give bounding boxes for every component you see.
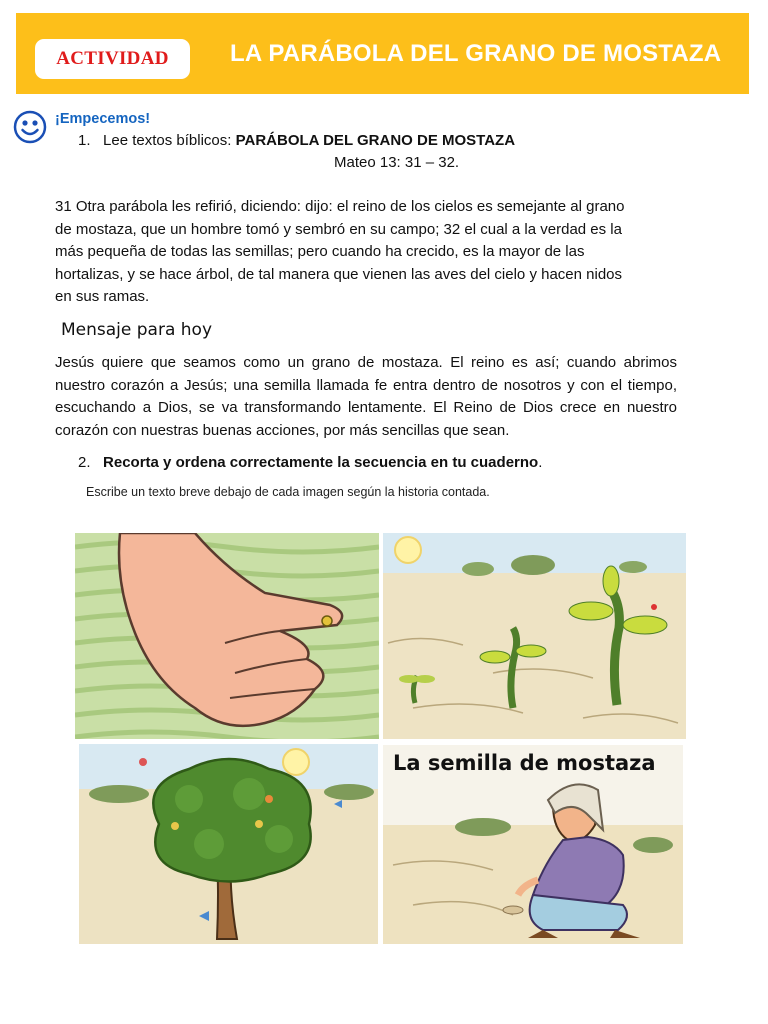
scripture-line: de mostaza, que un hombre tomó y sembró en su campo; 32 el cual a la verdad es la [55, 220, 622, 238]
instruction-2 [78, 454, 542, 471]
scripture-line: más pequeña de todas las semillas; pero cuando ha crecido, es la mayor de las [55, 243, 585, 260]
tree-illustration [79, 744, 378, 944]
scripture-line: en sus ramas. [55, 288, 150, 305]
message-heading: Mensaje para hoy [61, 320, 213, 340]
scripture-line: 31 Otra parábola les refirió, diciendo: dijo: el reino de los cielos es semejante al grano [55, 198, 625, 215]
instruction-2-number: 2. [78, 454, 91, 471]
panel-title: La semilla de mostaza [393, 751, 656, 775]
sprouts-illustration [383, 533, 686, 739]
instruction-note: Escribe un texto breve debajo de cada imagen según la historia contada. [86, 485, 490, 499]
instruction-1-bold: PARÁBOLA DEL GRANO DE MOSTAZA [235, 132, 516, 149]
activity-badge: ACTIVIDAD [35, 39, 190, 79]
page-title: LA PARÁBOLA DEL GRANO DE MOSTAZA [230, 40, 722, 67]
lets-begin-heading: ¡Empecemos! [55, 111, 151, 127]
sower-illustration [383, 745, 683, 944]
instruction-1 [78, 132, 515, 149]
instruction-2-bold: Recorta y ordena correctamente la secuencia en tu cuaderno [103, 454, 539, 471]
scripture-text [55, 196, 695, 309]
hand-seed-illustration [75, 533, 379, 739]
instruction-2-end: . [538, 454, 543, 471]
bible-reference: Mateo 13: 31 – 32. [334, 154, 460, 171]
scripture-line: hortalizas, y se hace árbol, de tal manera que vienen las aves del cielo y hacen nidos [55, 265, 623, 283]
instruction-1-text: Lee textos bíblicos: [103, 132, 236, 149]
smiley-icon [13, 110, 47, 144]
instruction-1-number: 1. [78, 132, 91, 149]
message-text: Jesús quiere que seamos como un grano de mostaza. El reino es así; cuando abrimos nuestro corazón a Jesús; una semilla llamada fe entra dentro de nosotros y con el tiempo, escuchando a Dios, se va transformando lentamente. El Reino de Dios crece en nuestro corazón con nuestras buenas acciones, por más sencillas que sean. [55, 354, 677, 439]
